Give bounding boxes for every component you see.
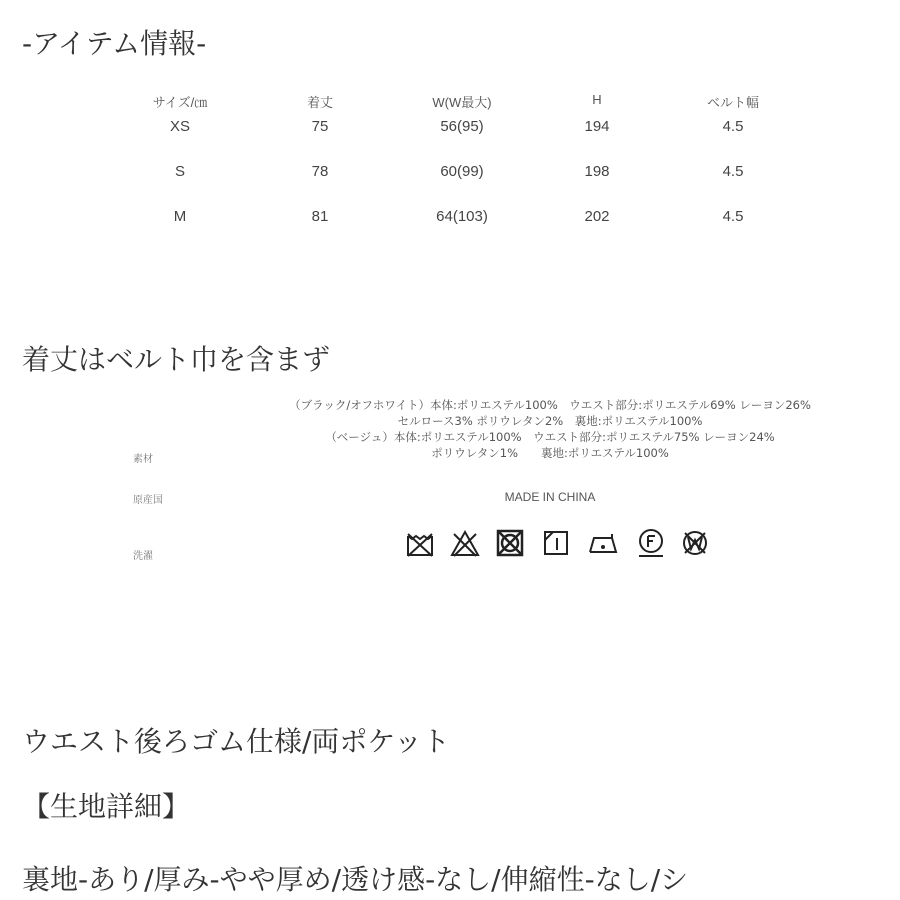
iron-low-icon xyxy=(588,528,618,558)
table-cell: 202 xyxy=(584,208,610,225)
table-cell: 75 xyxy=(311,118,329,135)
material-label: 素材 xyxy=(133,454,153,465)
material-line: セルロース3% ポリウレタン2% 裏地:ポリエステル100% xyxy=(397,414,703,428)
fabric-details: 裏地-あり/厚み-やや厚め/透け感-なし/伸縮性-なし/シ xyxy=(22,863,689,896)
drip-dry-shade-icon xyxy=(541,528,571,558)
table-cell: 56(95) xyxy=(440,118,484,135)
section-title: -アイテム情報- xyxy=(22,27,207,60)
table-cell: 4.5 xyxy=(722,208,744,225)
table-header: W(W最大) xyxy=(432,95,492,110)
no-wet-clean-icon xyxy=(680,528,710,558)
table-cell: 4.5 xyxy=(722,163,744,180)
no-bleach-icon xyxy=(450,528,480,558)
length-note: 着丈はベルト巾を含まず xyxy=(22,343,331,376)
table-cell: 4.5 xyxy=(722,118,744,135)
material-line: ポリウレタン1% 裏地:ポリエステル100% xyxy=(431,446,669,460)
table-cell: M xyxy=(173,208,187,225)
table-header: 着丈 xyxy=(306,95,334,110)
table-header: サイズ/㎝ xyxy=(152,95,208,110)
table-cell: XS xyxy=(169,118,191,135)
table-cell: 78 xyxy=(311,163,329,180)
wash-label: 洗濯 xyxy=(133,551,153,562)
features-text: ウエスト後ろゴム仕様/両ポケット xyxy=(22,725,451,758)
table-cell: 198 xyxy=(584,163,610,180)
table-cell: 81 xyxy=(311,208,329,225)
hand-wash-prohibited-icon xyxy=(405,528,435,558)
dry-clean-f-icon xyxy=(636,528,666,558)
no-tumble-dry-icon xyxy=(495,528,525,558)
table-cell: 60(99) xyxy=(440,163,484,180)
table-cell: S xyxy=(174,163,186,180)
table-header: ベルト幅 xyxy=(706,95,760,110)
material-line: （ベージュ）本体:ポリエステル100% ウエスト部分:ポリエステル75% レーヨン24% xyxy=(325,430,775,444)
table-cell: 194 xyxy=(584,118,610,135)
material-line: （ブラック/オフホワイト）本体:ポリエステル100% ウエスト部分:ポリエステル69% レーヨン26% xyxy=(289,398,811,412)
fabric-heading: 【生地詳細】 xyxy=(22,790,191,823)
table-header: H xyxy=(592,92,602,107)
origin-value: MADE IN CHINA xyxy=(504,490,596,504)
origin-label: 原産国 xyxy=(133,495,163,506)
table-cell: 64(103) xyxy=(436,208,488,225)
